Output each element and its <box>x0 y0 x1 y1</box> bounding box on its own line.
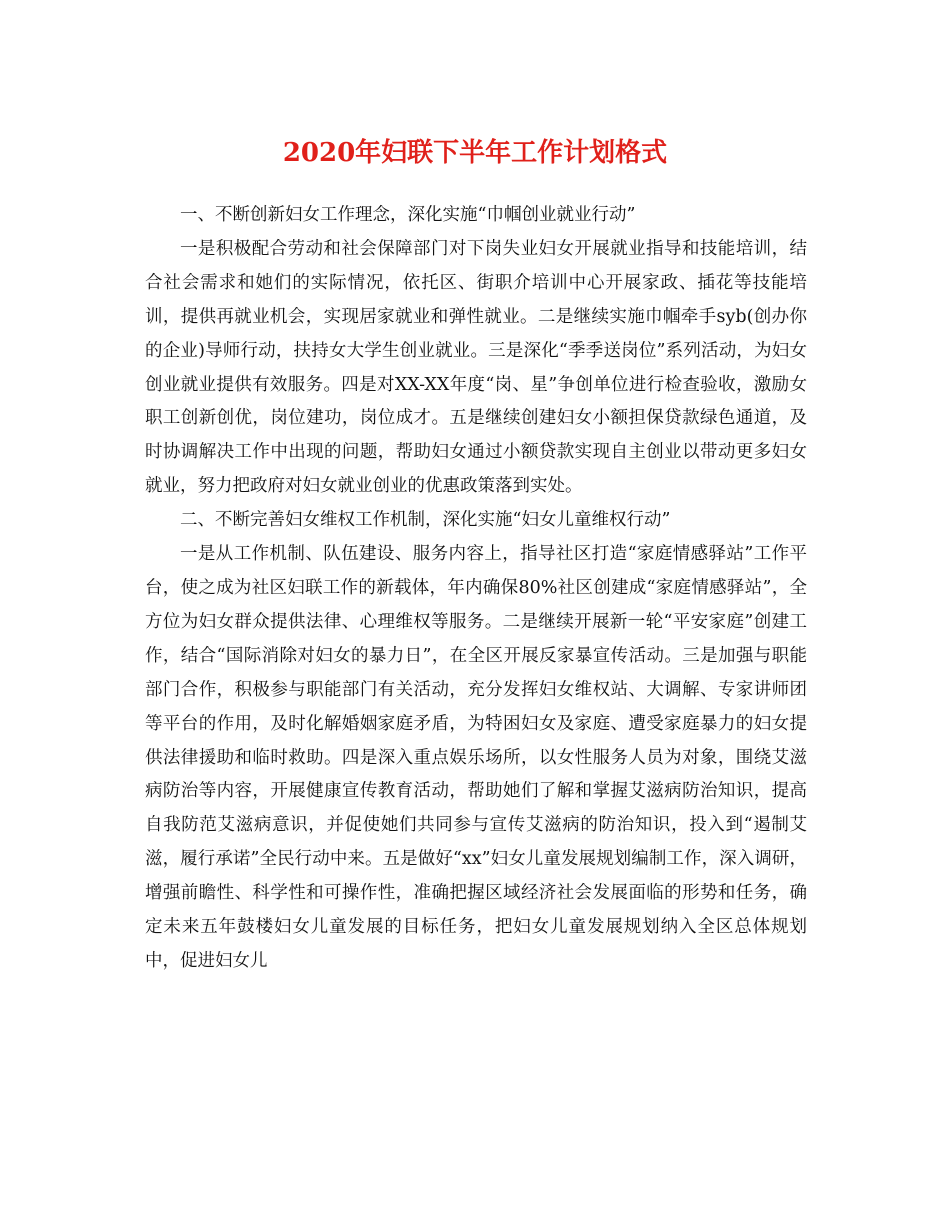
paragraph-2: 一是从工作机制、队伍建设、服务内容上，指导社区打造“家庭情感驿站”工作平台，使之成为社区妇联工作的新载体，年内确保80%社区创建成“家庭情感驿站”，全方位为妇女群众提供法律、心理维权等服务。二是继续开展新一轮“平安家庭”创建工作，结合“国际消除对妇女的暴力日”，在全区开展反家暴宣传活动。三是加强与职能部门合作，积极参与职能部门有关活动，充分发挥妇女维权站、大调解、专家讲师团等平台的作用，及时化解婚姻家庭矛盾，为特困妇女及家庭、遭受家庭暴力的妇女提供法律援助和临时救助。四是深入重点娱乐场所，以女性服务人员为对象，围绕艾滋病防治等内容，开展健康宣传教育活动，帮助她们了解和掌握艾滋病防治知识，提高自我防范艾滋病意识，并促使她们共同参与宣传艾滋病的防治知识，投入到“遏制艾滋，履行承诺”全民行动中来。五是做好“xx”妇女儿童发展规划编制工作，深入调研，增强前瞻性、科学性和可操作性，准确把握区域经济社会发展面临的形势和任务，确定未来五年鼓楼妇女儿童发展的目标任务，把妇女儿童发展规划纳入全区总体规划中，促进妇女儿 <box>145 544 807 971</box>
section-heading-2: 二、不断完善妇女维权工作机制，深化实施“妇女儿童维权行动” <box>180 510 671 531</box>
document-title: 2020年妇联下半年工作计划格式 <box>282 138 668 168</box>
document-body <box>145 199 807 979</box>
section-heading-1: 一、不断创新妇女工作理念，深化实施“巾帼创业就业行动” <box>180 205 636 225</box>
paragraph-1: 一是积极配合劳动和社会保障部门对下岗失业妇女开展就业指导和技能培训，结合社会需求和她们的实际情况，依托区、街职介培训中心开展家政、插花等技能培训，提供再就业机会，实现居家就业和弹性就业。二是继续实施巾帼牵手syb(创办你的企业)导师行动，扶持女大学生创业就业。三是深化“季季送岗位”系列活动，为妇女创业就业提供有效服务。四是对XX-XX年度“岗、星”争创单位进行检查验收，激励女职工创新创优，岗位建功，岗位成才。五是继续创建妇女小额担保贷款绿色通道，及时协调解决工作中出现的问题，帮助妇女通过小额贷款实现自主创业以带动更多妇女就业，努力把政府对妇女就业创业的优惠政策落到实处。 <box>145 238 807 497</box>
